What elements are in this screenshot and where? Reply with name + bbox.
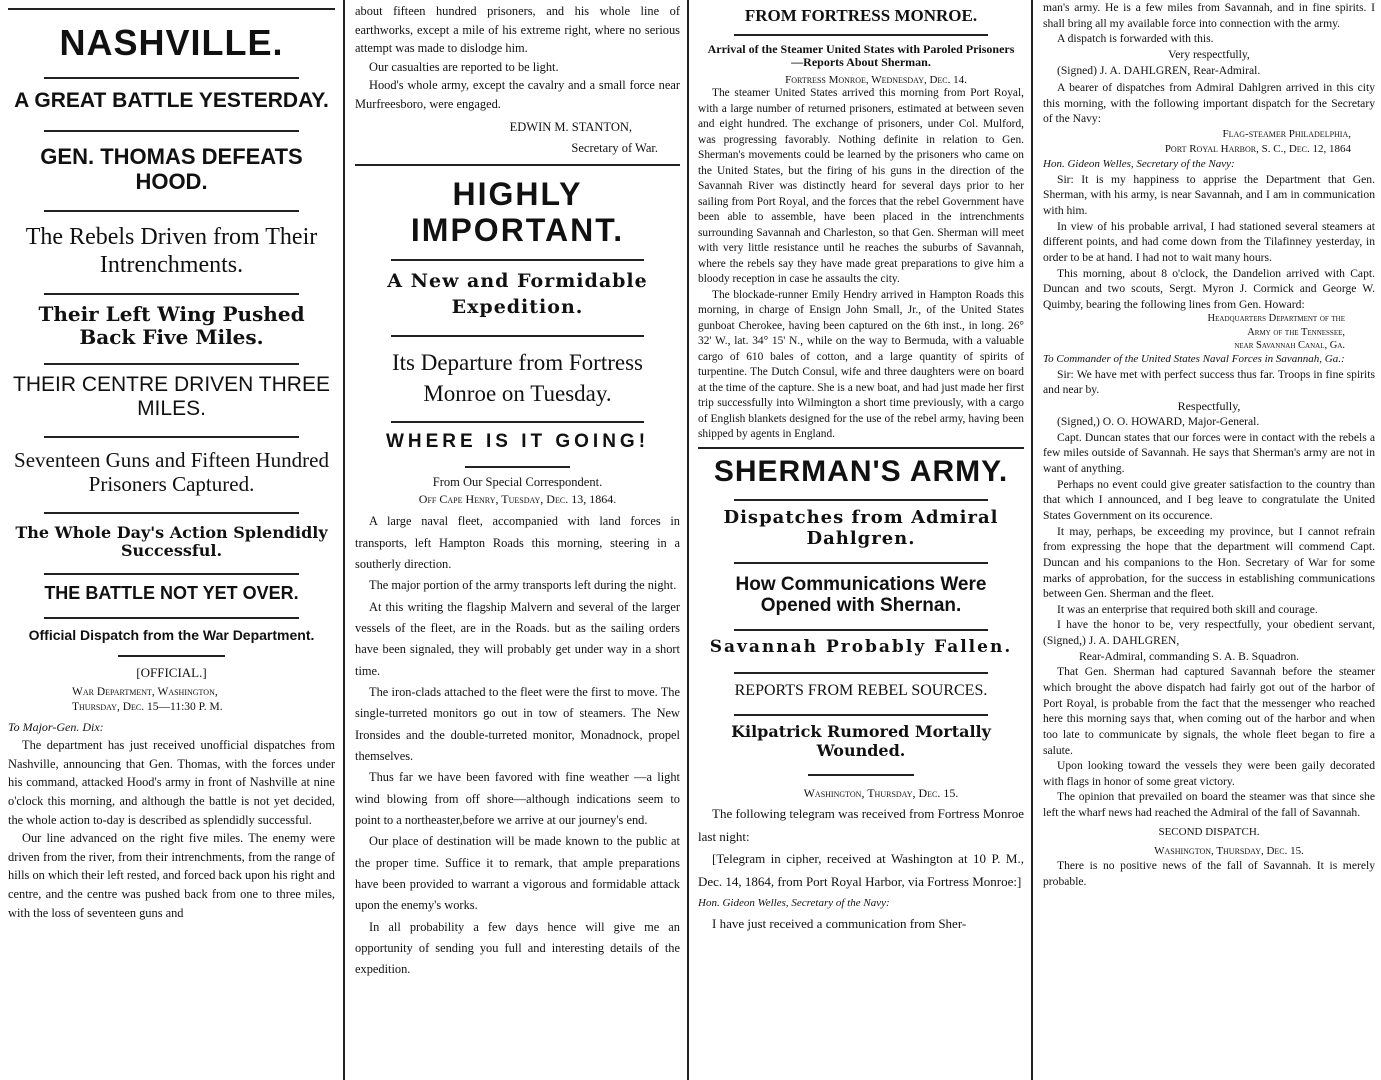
divider [44,293,299,295]
divider [44,573,299,575]
column-rule [1031,0,1033,1080]
headline-savannah-fallen: Savannah Probably Fallen. [709,637,1013,658]
paragraph: Sir: We have met with perfect success thus far. Troops in fine spirits and near by. [1043,367,1375,397]
headline-thomas-defeats-hood: GEN. THOMAS DEFEATS HOOD. [40,143,303,194]
paragraph: Our place of destination will be made known to the public at the proper time. Suffice it to remark, that ample preparations have been provided to warrant a vigorous and formidable attack upon the enemy's works. [355,834,680,913]
signature: (Signed) J. A. DAHLGREN, Rear-Admiral. [1057,63,1261,77]
dateline: Washington, Thursday, Dec. 15. [803,785,959,800]
paragraph: man's army. He is a few miles from Savannah, and in fine spirits. I shall bring all my available force into connection with the army. [1043,1,1375,30]
article-body [1043,0,1375,890]
headquarters-line-2: Army of the Tennessee, [1247,326,1345,338]
headquarters-line-1: Headquarters Department of the [1207,313,1345,325]
second-dispatch-label: SECOND DISPATCH. [1158,825,1260,838]
headline-departure: Its Departure from Fortress Monroe on Tuesday. [391,349,643,406]
headline-nashville: NASHVILLE. [59,22,284,63]
correspondent-line: From Our Special Correspondent. [432,475,603,490]
divider [8,8,335,10]
paragraph: In view of his probable arrival, I had stationed several steamers at different points, and had come down from the Tilafinney yesterday, in order to be at hand. I had not to wait many hours. [1043,219,1375,264]
paragraph: The steamer United States arrived this morning from Port Royal, with a large number of returned prisoners, estimated at between seven and eight hundred. The exchange of prisoners, under Col. Mulford, was progressing favorably. Nothing definite in relation to Gen. Sherman's movements could be learned by the prisoners who came on the United States, but the firing of his guns in the direction of the Savannah River was distinctly heard for several days prior to her sailing from Port Royal, and the forces that the rebel Government have been able to assemble, have been placed in the intrenchments surrounding Savannah and Charleston, so that Gen. Sherman will meet with very little resistance until he reaches the suburbs of Savannah, where the rebels say they have made great preparations to give him a bloody reception in case he assaults the city. [698,87,1024,286]
signature: (Signed,) O. O. HOWARD, Major-General. [1057,415,1260,429]
headline-communications: How Communications Were Opened with Shernan. [735,573,987,617]
headline-dispatches: Dispatches from Admiral Dahlgren. [723,507,999,549]
paragraph: Our casualties are reported to be light. [369,59,559,74]
article-body [355,511,680,980]
article-body [698,803,1024,936]
headquarters-line-3: near Savannah Canal, Ga. [1234,339,1345,351]
signature-title: Secretary of War. [571,140,658,155]
paragraph: At this writing the flagship Malvern and several of the larger vessels of the fleet, are in the Roads. but as the sailing orders have been signaled, they will probably get under way in a short time. [355,599,680,678]
divider [44,210,299,212]
paragraph: It was an enterprise that required both skill and courage. [1057,602,1318,616]
paragraph: I have just received a communication from Sher- [712,916,967,932]
paragraph: Hood's whole army, except the cavalry and a small force near Murfreesboro, were engaged. [355,78,680,112]
dateline: Washington, Thursday, Dec. 15. [1154,844,1304,857]
flag-line: Port Royal Harbor, S. C., Dec. 12, 1864 [1164,142,1351,155]
signature-title: Rear-Admiral, commanding S. A. B. Squadron. [1079,649,1300,663]
headline-guns-captured: Seventeen Guns and Fifteen Hundred Prisoners Captured. [14,447,329,496]
divider [44,130,299,132]
paragraph: The blockade-runner Emily Hendry arrived in Hampton Roads this morning, in charge of Ensign John Small, Jr., of the United States gunboat Cherokee, having been captured on the 6th inst., in long. 26° 32' W., lat. 34° 15' N., while on the way to Bermuda, with a valuable cargo of 610 bales of cotton, and a large quantity of spirits of turpentine. The Dutch Consul, wife and three daughters were on board at the time of the capture. She is a new boat, and had just made her first trip successfully into Wilmington a short time previously, with a cargo of English blankets designed for the use of the rebel army, having been shipped by agents in England. [698,288,1024,441]
divider [355,164,680,166]
paragraph: Capt. Duncan states that our forces were in contact with the rebels a few miles outside of Savannah. He says that Sherman's army are not in want of anything. [1043,430,1375,476]
paragraph: This morning, about 8 o'clock, the Dandelion arrived with Capt. Duncan and two scouts, Sergt. Myron J. Cormick and George W. Quimby, bearing the following lines from Gen. Howard: [1043,266,1375,311]
headline-great-battle: A GREAT BATTLE YESTERDAY. [14,89,329,113]
paragraph: Sir: It is my happiness to apprise the Department that Gen. Sherman, with his army, is near Savannah, and I am in communication with him. [1043,172,1375,217]
official-label: [OFFICIAL.] [136,665,207,681]
paragraph: [Telegram in cipher, received at Washington at 10 P. M., Dec. 14, 1864, from Port Royal Harbor, via Fortress Monroe:] [698,851,1024,890]
paragraph: I have the honor to be, very respectfully, your obedient servant, (Signed,) J. A. DAHLGREN, [1043,618,1375,648]
divider [391,259,644,261]
headline-shermans-army: SHERMAN'S ARMY. [713,454,1009,488]
divider [734,672,988,674]
headline-battle-not-over: THE BATTLE NOT YET OVER. [44,582,299,603]
divider [44,363,299,365]
headline-rebels-driven: The Rebels Driven from Their Intrenchments. [25,224,318,278]
dateline: Off Cape Henry, Tuesday, Dec. 13, 1864. [418,492,617,507]
headline-kilpatrick: Kilpatrick Rumored Mortally Wounded. [731,722,991,760]
paragraph: The iron-clads attached to the fleet were the first to move. The single-turreted monitors go out in tow of steamers. The New Ironsides and the double-turreted monitor, Monadnock, propel themselves. [355,685,680,764]
paragraph: Thus far we have been favored with fine weather —a light wind blowing from off shore—although indications seem to point to a northeaster,before we arrive at our journey's end. [355,770,680,828]
dateline [8,685,335,714]
column-1 [0,0,343,1080]
headline-where-going: WHERE IS IT GOING! [385,430,650,452]
flag-line: Flag-steamer Philadelphia, [1222,128,1351,141]
divider [44,436,299,438]
paragraph: A bearer of dispatches from Admiral Dahlgren arrived in this city this morning, with the following important dispatch for the Secretary of the Navy: [1043,81,1375,126]
paragraph: Our line advanced on the right five miles. The enemy were driven from the river, from their intrenchments, from the range of hills on which their left rested, and forced back upon his right and centre, and the centre was pushed back from one to three miles, with the loss of seventeen guns and [8,831,335,920]
headline-new-expedition: A New and Formidable Expedition. [387,270,648,318]
article-body [8,718,335,922]
paragraph: The major portion of the army transports left during the night. [369,578,677,593]
divider [734,499,988,501]
addressee: Hon. Gideon Welles, Secretary of the Navy: [698,896,890,909]
dateline-line-1: War Department, Washington, [72,686,218,699]
paragraph: It may, perhaps, be exceeding my province, but I cannot refrain from expressing the hope that the department will commend Capt. Duncan and his companions to the Hon. Secretary of War for some marks of approbation, for the success in establishing communications between Gen. Sherman and the fleet. [1043,524,1375,601]
signature-name: EDWIN M. STANTON, [509,119,632,134]
addressee: To Commander of the United States Naval Forces in Savannah, Ga.: [1043,352,1345,365]
divider [44,617,299,619]
divider [391,335,644,337]
column-4 [1035,0,1381,1080]
divider [698,447,1024,449]
headline-official-dispatch: Official Dispatch from the War Department. [28,627,315,644]
paragraph: Perhaps no event could give greater satisfaction to the country than that which I announced, and I beg leave to congratulate the United States Government on its occurence. [1043,477,1375,522]
column-3 [690,0,1030,1080]
paragraph: The department has just received unofficial dispatches from Nashville, announcing that Gen. Thomas, with the forces under his command, attacked Hood's army in front of Nashville at nine o'clock this morning, and although the battle is not yet decided, the whole action to-day is described as splendidly successful. [8,738,335,827]
paragraph: The opinion that prevailed on board the steamer was that since she left the wharf news had reached the Admiral of the fall of Savannah. [1043,790,1375,820]
paragraph: The following telegram was received from Fortress Monroe last night: [698,805,1024,844]
paragraph: A large naval fleet, accompanied with land forces in transports, left Hampton Roads this morning, steering in a southerly direction. [355,514,680,572]
column-rule [687,0,689,1080]
divider [465,466,570,468]
divider [44,77,299,79]
headline-highly-important: HIGHLY IMPORTANT. [410,175,625,249]
article-body [698,86,1024,443]
paragraph: In all probability a few days hence will give me an opportunity of sending you full and interesting details of the expedition. [355,919,680,977]
paragraph: That Gen. Sherman had captured Savannah before the steamer which brought the above dispatch had fairly got out of the harbor of Port Royal, is probable from the fact that the messenger who reached here this morning says that, when coming out of the harbor and when too late to communicate by signals, the whole fleet began to fire a salute. [1043,665,1375,757]
dateline-line-2: Thursday, Dec. 15—11:30 P. M. [72,700,223,713]
addressee: Hon. Gideon Welles, Secretary of the Navy: [1043,157,1235,170]
closing: Respectfully, [1177,398,1241,413]
column-2 [345,0,686,1080]
headline-rebel-sources: REPORTS FROM REBEL SOURCES. [734,681,988,699]
headline-centre-driven: THEIR CENTRE DRIVEN THREE MILES. [13,373,330,421]
divider [734,562,988,564]
closing: Very respectfully, [1168,47,1250,61]
divider [734,629,988,631]
headquarters-line [1043,312,1375,351]
divider [391,421,644,423]
paragraph: about fifteen hundred prisoners, and his whole line of earthworks, except a mile of his extreme right, where no serious attempt was made to dislodge him. [355,4,680,56]
divider [734,34,988,36]
paragraph: There is no positive news of the fall of Savannah. It is merely probable. [1043,859,1375,889]
article-body [355,2,680,114]
dateline: Fortress Monroe, Wednesday, Dec. 14. [785,74,967,87]
headline-fortress-monroe: FROM FORTRESS MONROE. [744,6,978,25]
divider [118,655,225,657]
addressee: To Major-Gen. Dix: [8,720,104,735]
paragraph: A dispatch is forwarded with this. [1057,32,1214,46]
headline-left-wing: Their Left Wing Pushed Back Five Miles. [38,302,305,350]
divider [734,714,988,716]
divider [44,512,299,514]
divider [808,774,914,776]
headline-whole-day: The Whole Day's Action Splendidly Successful. [15,522,328,561]
paragraph: Upon looking toward the vessels they were been gaily decorated with flags in honor of some great victory. [1043,759,1375,788]
subhead-arrival: Arrival of the Steamer United States with Paroled Prisoners—Reports About Sherman. [707,41,1015,70]
